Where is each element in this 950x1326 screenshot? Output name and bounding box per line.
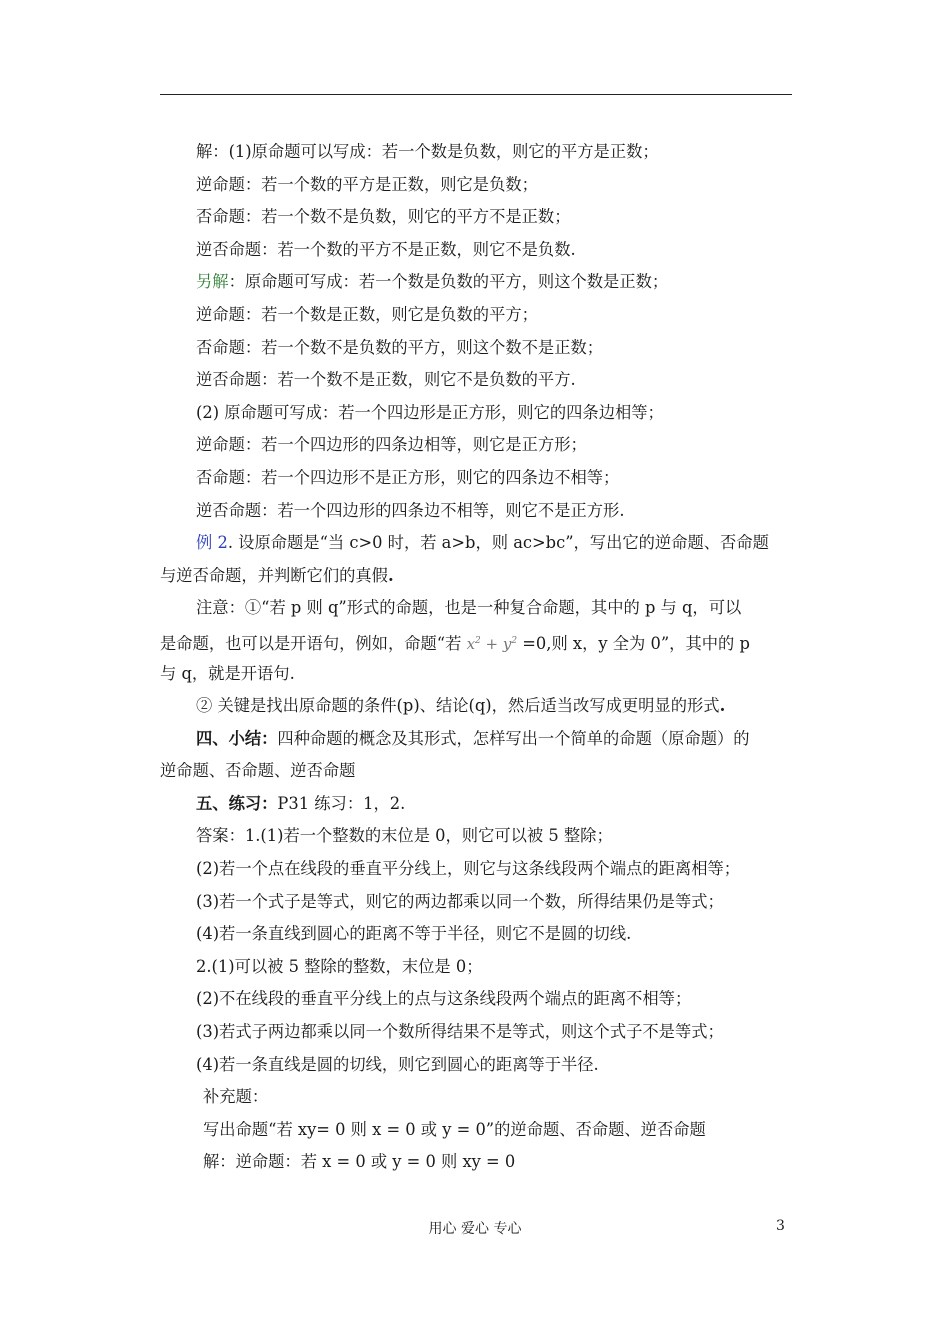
answer-line: 2.(1)可以被 5 整除的整数，末位是 0；	[196, 956, 483, 976]
example2-label: 例 2	[196, 533, 228, 553]
solution-line-1: 解：(1)原命题可以写成：若一个数是负数，则它的平方是正数；	[196, 142, 659, 161]
note-line-2: 是命题，也可以是开语句，例如，命题“若 $x^2 + y^2 =0$,则 x，y 全为 0”，其中的 p	[160, 633, 750, 653]
page-body	[160, 136, 800, 1179]
practice-heading: 五、练习：	[196, 793, 278, 813]
alt-solution-label: 另解	[196, 272, 229, 292]
contrapositive-line: 逆否命题：若一个数的平方不是正数，则它不是负数.	[196, 239, 576, 259]
footer-motto: 用心 爱心 专心	[428, 1221, 522, 1237]
note-line-3: 与 q，就是开语句.	[160, 663, 295, 683]
answer-line: (4)若一条直线到圆心的距离不等于半径，则它不是圆的切线.	[196, 924, 632, 944]
answer-line: (2)若一个点在线段的垂直平分线上，则它与这条线段两个端点的距离相等；	[196, 859, 741, 879]
answer-line: (3)若一个式子是等式，则它的两边都乘以同一个数，所得结果仍是等式；	[196, 891, 724, 911]
alt-contrapositive-line: 逆否命题：若一个数不是正数，则它不是负数的平方.	[196, 370, 576, 390]
practice-line: 五、练习：P31 练习：1，2.	[196, 793, 406, 813]
math-expression: $x^2 + y^2$	[466, 634, 518, 653]
part2-converse-line: 逆命题：若一个四边形的四条边相等，则它是正方形；	[196, 435, 587, 455]
answer-line: 答案：1.(1)若一个整数的末位是 0，则它可以被 5 整除；	[196, 826, 613, 846]
answer-line: (3)若式子两边都乘以同一个数所得结果不是等式，则这个式子不是等式；	[196, 1022, 724, 1042]
example2-line-1: 例 2. 设原命题是“当 c>0 时，若 a>b，则 ac>bc”，写出它的逆命题、否命题	[196, 533, 769, 553]
answer-line: (4)若一条直线是圆的切线，则它到圆心的距离等于半径.	[196, 1054, 599, 1074]
supplement-heading: 补充题：	[203, 1087, 269, 1107]
supplement-solution: 解：逆命题：若 x = 0 或 y = 0 则 xy = 0	[203, 1152, 516, 1172]
part2-contrapositive-line: 逆否命题：若一个四边形的四条边不相等，则它不是正方形.	[196, 500, 625, 520]
converse-line: 逆命题：若一个数的平方是正数，则它是负数；	[196, 174, 538, 194]
example2-line-2: 与逆否命题，并判断它们的真假.	[160, 565, 394, 585]
alt-inverse-line: 否命题：若一个数不是负数的平方，则这个数不是正数；	[196, 337, 604, 357]
summary-line-2: 逆命题、否命题、逆否命题	[160, 761, 356, 781]
supplement-question: 写出命题“若 xy= 0 则 x = 0 或 y = 0”的逆命题、否命题、逆否命题	[203, 1119, 706, 1139]
alt-solution-line: 另解：原命题可写成：若一个数是负数的平方，则这个数是正数；	[196, 272, 669, 292]
part2-line: (2) 原命题可写成：若一个四边形是正方形，则它的四条边相等；	[196, 402, 664, 422]
page-number: 3	[776, 1218, 785, 1234]
inverse-line: 否命题：若一个数不是负数，则它的平方不是正数；	[196, 207, 571, 227]
header-rule	[160, 94, 792, 95]
answer-line: (2)不在线段的垂直平分线上的点与这条线段两个端点的距离不相等；	[196, 989, 692, 1009]
note-point-2: ② 关键是找出原命题的条件(p)、结论(q)，然后适当改写成更明显的形式.	[196, 696, 726, 716]
note-line-1: 注意：①“若 p 则 q”形式的命题，也是一种复合命题，其中的 p 与 q，可以	[196, 598, 742, 618]
part2-inverse-line: 否命题：若一个四边形不是正方形，则它的四条边不相等；	[196, 467, 620, 487]
summary-line-1: 四、小结：四种命题的概念及其形式，怎样写出一个简单的命题（原命题）的	[196, 728, 750, 748]
summary-heading: 四、小结：	[196, 728, 278, 748]
alt-converse-line: 逆命题：若一个数是正数，则它是负数的平方；	[196, 304, 538, 324]
